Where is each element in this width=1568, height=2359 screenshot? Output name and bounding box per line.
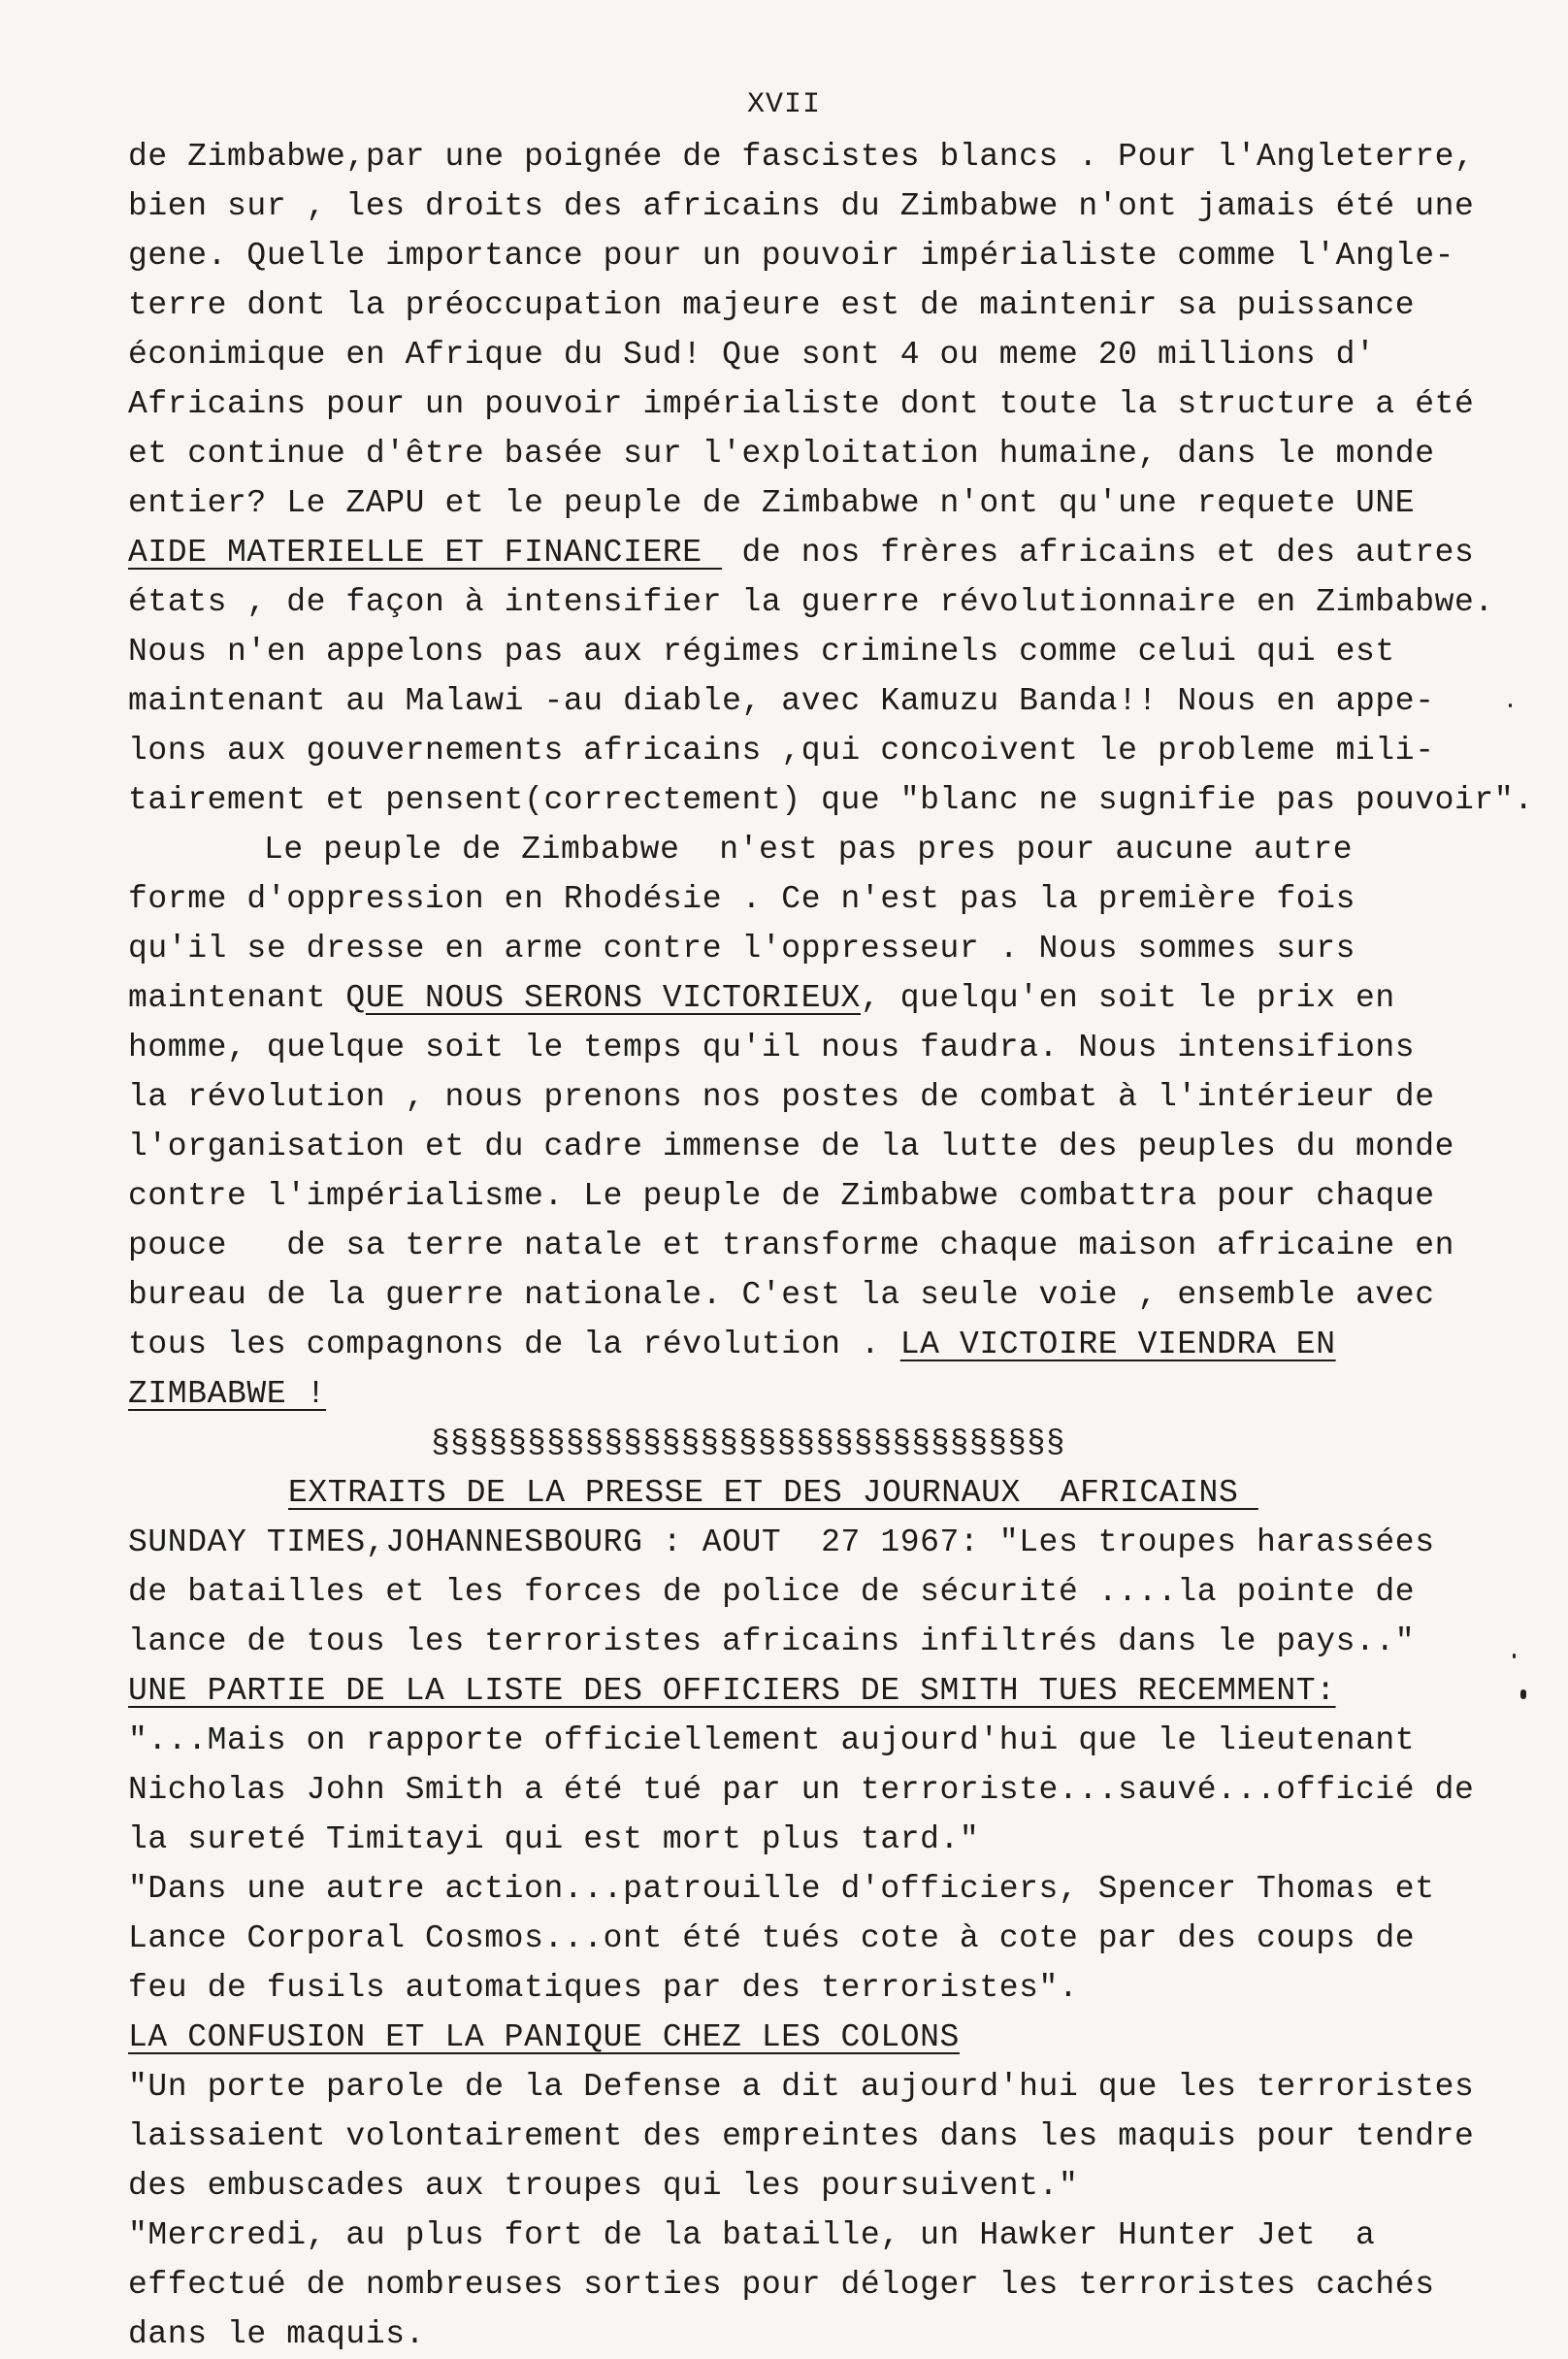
section-title-text: EXTRAITS DE LA PRESSE ET DES JOURNAUX AFRICAINS bbox=[288, 1475, 1258, 1511]
underlined-phrase: LA VICTOIRE VIENDRA EN bbox=[899, 1327, 1336, 1362]
scan-speck bbox=[1513, 1654, 1516, 1658]
text-line: Lance Corporal Cosmos...ont été tués cote à cote par des coups de bbox=[128, 1920, 1416, 1956]
section-separator: §§§§§§§§§§§§§§§§§§§§§§§§§§§§§§§§§ bbox=[431, 1425, 1065, 1461]
text-line: dans le maquis. bbox=[128, 2316, 426, 2352]
subheading-text: UNE PARTIE DE LA LISTE DES OFFICIERS DE SMITH TUES RECEMMENT: bbox=[128, 1673, 1336, 1709]
text-line: bureau de la guerre nationale. C'est la seule voie , ensemble avec bbox=[128, 1277, 1435, 1313]
text-line bbox=[128, 1320, 1525, 1369]
text-line: et continue d'être basée sur l'exploitation humaine, dans le monde bbox=[128, 436, 1435, 472]
text-line bbox=[128, 973, 1525, 1023]
text-line bbox=[128, 528, 1525, 577]
text-line: de batailles et les forces de police de sécurité ....la pointe de bbox=[128, 1574, 1416, 1610]
text-line: "Un porte parole de la Defense a dit aujourd'hui que les terroristes bbox=[128, 2069, 1475, 2105]
text-line: la révolution , nous prenons nos postes de combat à l'intérieur de bbox=[128, 1079, 1435, 1115]
text-line: effectué de nombreuses sorties pour déloger les terroristes cachés bbox=[128, 2267, 1435, 2303]
text-segment: , quelqu'en soit le prix en bbox=[860, 980, 1395, 1016]
text-line: qu'il se dresse en arme contre l'oppresseur . Nous sommes surs bbox=[128, 931, 1356, 967]
text-line: laissaient volontairement des empreintes dans les maquis pour tendre bbox=[128, 2118, 1475, 2154]
text-line: maintenant au Malawi -au diable, avec Kamuzu Banda!! Nous en appe- bbox=[128, 683, 1435, 719]
text-line: SUNDAY TIMES,JOHANNESBOURG : AOUT 27 1967: "Les troupes harassées bbox=[128, 1524, 1435, 1560]
underlined-phrase: AIDE MATERIELLE ET FINANCIERE bbox=[128, 535, 723, 571]
page-number: XVII bbox=[746, 88, 821, 121]
text-line: pouce de sa terre natale et transforme chaque maison africaine en bbox=[128, 1228, 1455, 1263]
text-segment: maintenant Q bbox=[128, 980, 366, 1016]
scan-speck bbox=[1509, 704, 1512, 707]
scan-speck bbox=[1520, 1689, 1526, 1699]
section-title bbox=[128, 1468, 1525, 1518]
text-line: bien sur , les droits des africains du Zimbabwe n'ont jamais été une bbox=[128, 188, 1475, 224]
text-line: homme, quelque soit le temps qu'il nous faudra. Nous intensifions bbox=[128, 1030, 1416, 1065]
text-segment: tous les compagnons de la révolution . bbox=[128, 1327, 900, 1362]
text-line: états , de façon à intensifier la guerre révolutionnaire en Zimbabwe. bbox=[128, 584, 1494, 620]
text-line: lons aux gouvernements africains ,qui concoivent le probleme mili- bbox=[128, 733, 1435, 769]
text-line: contre l'impérialisme. Le peuple de Zimbabwe combattra pour chaque bbox=[128, 1178, 1435, 1214]
text-line: tairement et pensent(correctement) que "blanc ne sugnifie pas pouvoir". bbox=[128, 782, 1534, 818]
subheading-text: LA CONFUSION ET LA PANIQUE CHEZ LES COLONS bbox=[128, 2019, 960, 2055]
text-line: feu de fusils automatiques par des terroristes". bbox=[128, 1970, 1079, 2006]
text-line: éconimique en Afrique du Sud! Que sont 4 ou meme 20 millions d' bbox=[128, 337, 1376, 373]
text-line: Le peuple de Zimbabwe n'est pas pres pour aucune autre bbox=[264, 832, 1354, 868]
text-segment: de nos frères africains et des autres bbox=[722, 535, 1475, 571]
subheading-confusion bbox=[128, 2013, 1525, 2062]
document-body bbox=[128, 132, 1534, 2359]
text-line bbox=[128, 1369, 1525, 1419]
text-line: Nicholas John Smith a été tué par un terroriste...sauvé...officié de bbox=[128, 1772, 1475, 1808]
text-line: forme d'oppression en Rhodésie . Ce n'est pas la première fois bbox=[128, 881, 1356, 917]
text-line: la sureté Timitayi qui est mort plus tard." bbox=[128, 1821, 980, 1857]
text-line: Africains pour un pouvoir impérialiste dont toute la structure a été bbox=[128, 386, 1475, 422]
text-line: lance de tous les terroristes africains infiltrés dans le pays.." bbox=[128, 1623, 1416, 1659]
text-line: "Mercredi, au plus fort de la bataille, un Hawker Hunter Jet a bbox=[128, 2217, 1376, 2253]
underlined-phrase: UE NOUS SERONS VICTORIEUX bbox=[365, 980, 861, 1016]
underlined-phrase: ZIMBABWE ! bbox=[128, 1376, 327, 1412]
text-line: terre dont la préoccupation majeure est de maintenir sa puissance bbox=[128, 287, 1416, 323]
text-line: "Dans une autre action...patrouille d'officiers, Spencer Thomas et bbox=[128, 1871, 1435, 1907]
text-line: gene. Quelle importance pour un pouvoir impérialiste comme l'Angle- bbox=[128, 238, 1455, 274]
text-line: l'organisation et du cadre immense de la lutte des peuples du monde bbox=[128, 1129, 1455, 1164]
text-line: "...Mais on rapporte officiellement aujourd'hui que le lieutenant bbox=[128, 1722, 1416, 1758]
subheading-officers bbox=[128, 1666, 1525, 1716]
text-line: Nous n'en appelons pas aux régimes criminels comme celui qui est bbox=[128, 634, 1395, 670]
text-line: de Zimbabwe,par une poignée de fascistes blancs . Pour l'Angleterre, bbox=[128, 139, 1475, 175]
text-line: entier? Le ZAPU et le peuple de Zimbabwe n'ont qu'une requete UNE bbox=[128, 485, 1416, 521]
text-line: des embuscades aux troupes qui les poursuivent." bbox=[128, 2168, 1079, 2204]
